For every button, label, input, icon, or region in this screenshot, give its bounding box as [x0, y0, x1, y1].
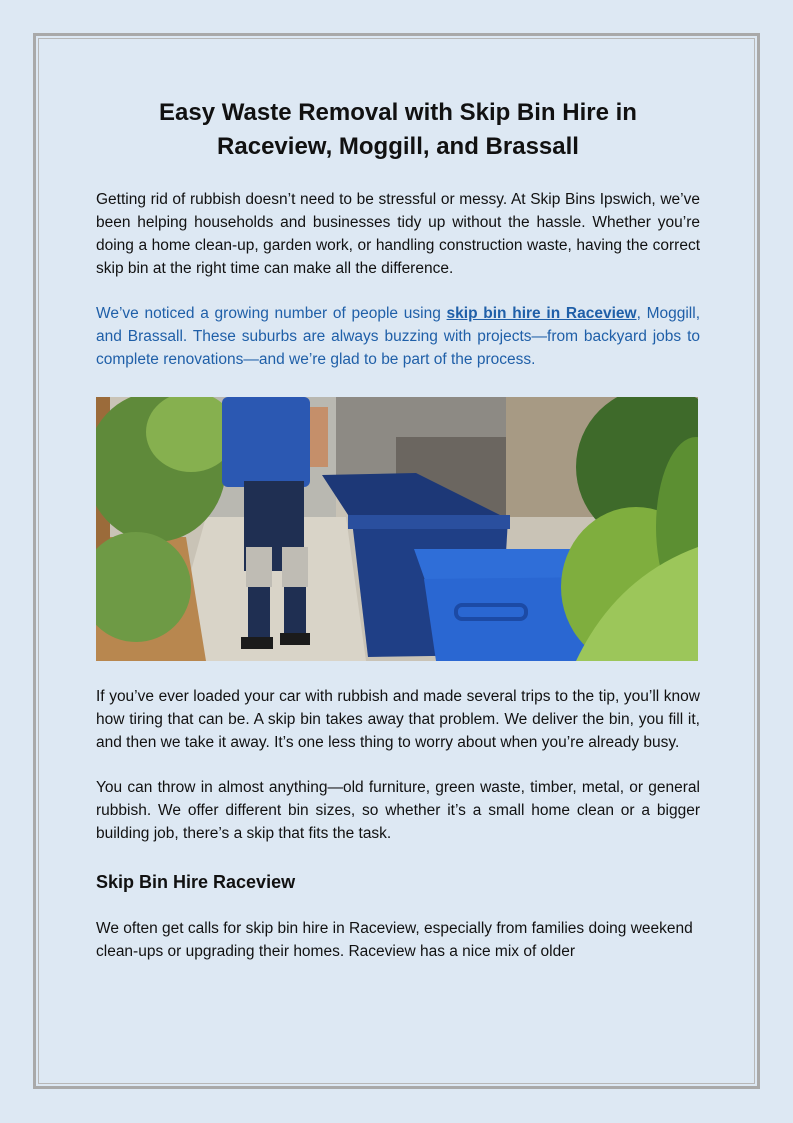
- paragraph-suburbs-start: We’ve noticed a growing number of people using: [96, 305, 447, 322]
- title-line-2: Raceview, Moggill, and Brassall: [217, 133, 579, 160]
- document-body: [96, 96, 700, 963]
- document-title: [96, 96, 700, 164]
- paragraph-tip-trips: If you’ve ever loaded your car with rubbish and made several trips to the tip, you’ll know how tiring that can be. A skip bin takes away that problem. We deliver the bin, you fill it, and then we take it away. It’s one less thing to worry about when you’re already busy.: [96, 688, 700, 751]
- paragraph-what-to-throw: You can throw in almost anything—old furniture, green waste, timber, metal, or general rubbish. We offer different bin sizes, so whether it’s a small home clean or a bigger building job, there’s a skip that fits the task.: [96, 779, 700, 842]
- section-heading-raceview: Skip Bin Hire Raceview: [96, 872, 296, 892]
- paragraph-suburbs: [96, 302, 700, 371]
- title-line-1: Easy Waste Removal with Skip Bin Hire in: [159, 99, 637, 126]
- paragraph-intro: Getting rid of rubbish doesn’t need to be stressful or messy. At Skip Bins Ipswich, we’ve been helping households and businesses tidy up without the hassle. Whether you’re doing a home clean-up, garden work, or handling construction waste, having the correct skip bin at the right time can make all the difference.: [96, 191, 700, 277]
- paragraph-raceview: We often get calls for skip bin hire in Raceview, especially from families doing weekend clean-ups or upgrading their homes. Raceview has a nice mix of older: [96, 920, 693, 960]
- worker-with-wheelie-bins-photo: [96, 397, 698, 661]
- skip-bin-hire-raceview-link[interactable]: skip bin hire in Raceview: [446, 305, 637, 322]
- paragraph-suburbs-end: , Moggill, and Brassall. These suburbs are always buzzing with projects—from backyard jobs to complete renovations—and we’re glad to be part of the process.: [96, 305, 701, 368]
